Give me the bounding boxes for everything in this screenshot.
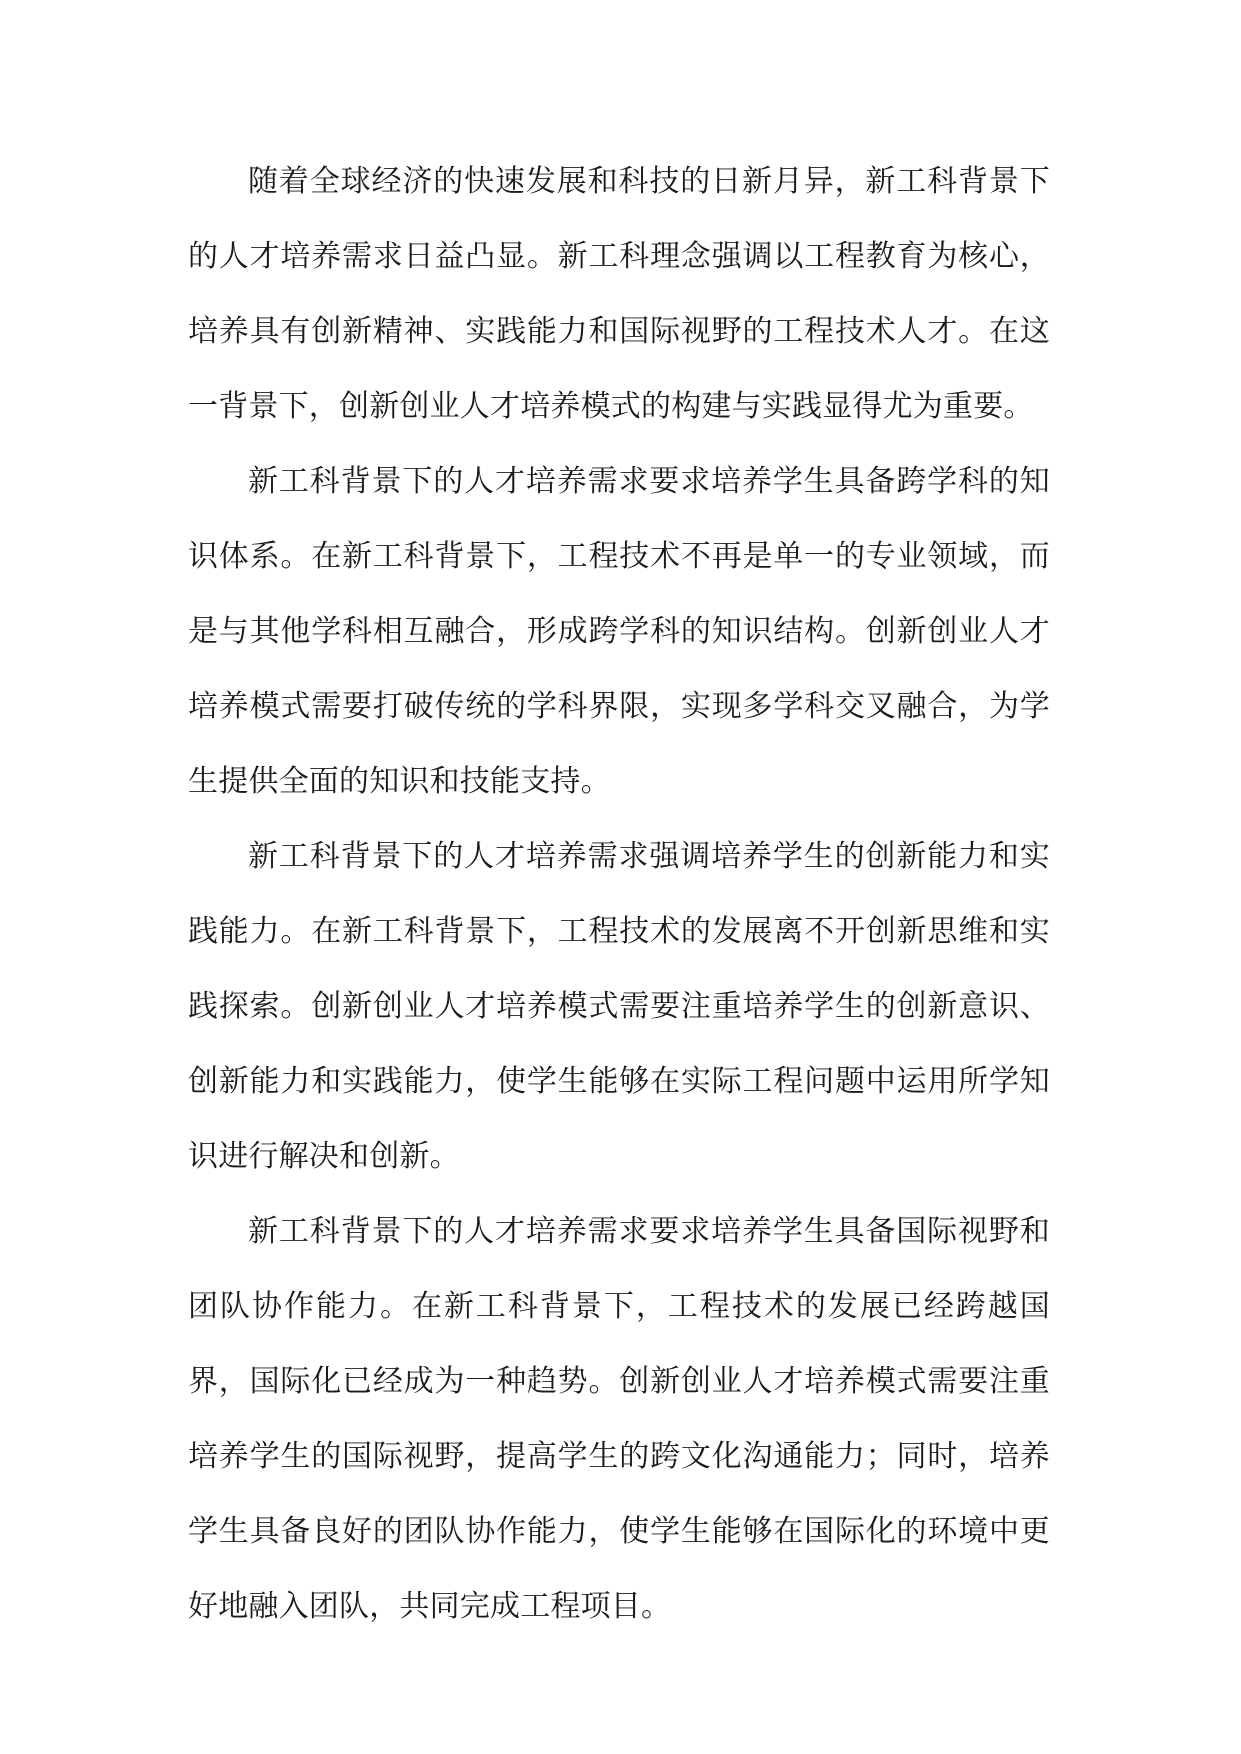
paragraph-interdisciplinary: 新工科背景下的人才培养需求要求培养学生具备跨学科的知识体系。在新工科背景下，工程技术不再是单一的专业领域，而是与其他学科相互融合，形成跨学科的知识结构。创新创业人才培养模式需要打破传统的学科界限，实现多学科交叉融合，为学生提供全面的知识和技能支持。 — [188, 464, 1050, 799]
paragraph-innovation-practice: 新工科背景下的人才培养需求强调培养学生的创新能力和实践能力。在新工科背景下，工程技术的发展离不开创新思维和实践探索。创新创业人才培养模式需要注重培养学生的创新意识、创新能力和实践能力，使学生能够在实际工程问题中运用所学知识进行解决和创新。 — [188, 839, 1050, 1174]
paragraph-intro: 随着全球经济的快速发展和科技的日新月异，新工科背景下的人才培养需求日益凸显。新工科理念强调以工程教育为核心，培养具有创新精神、实践能力和国际视野的工程技术人才。在这一背景下，创新创业人才培养模式的构建与实践显得尤为重要。 — [188, 164, 1050, 424]
paragraph-international-teamwork: 新工科背景下的人才培养需求要求培养学生具备国际视野和团队协作能力。在新工科背景下，工程技术的发展已经跨越国界，国际化已经成为一种趋势。创新创业人才培养模式需要注重培养学生的国际视野，提高学生的跨文化沟通能力；同时，培养学生具备良好的团队协作能力，使学生能够在国际化的环境中更好地融入团队，共同完成工程项目。 — [188, 1214, 1050, 1624]
document-body — [188, 144, 1050, 1644]
